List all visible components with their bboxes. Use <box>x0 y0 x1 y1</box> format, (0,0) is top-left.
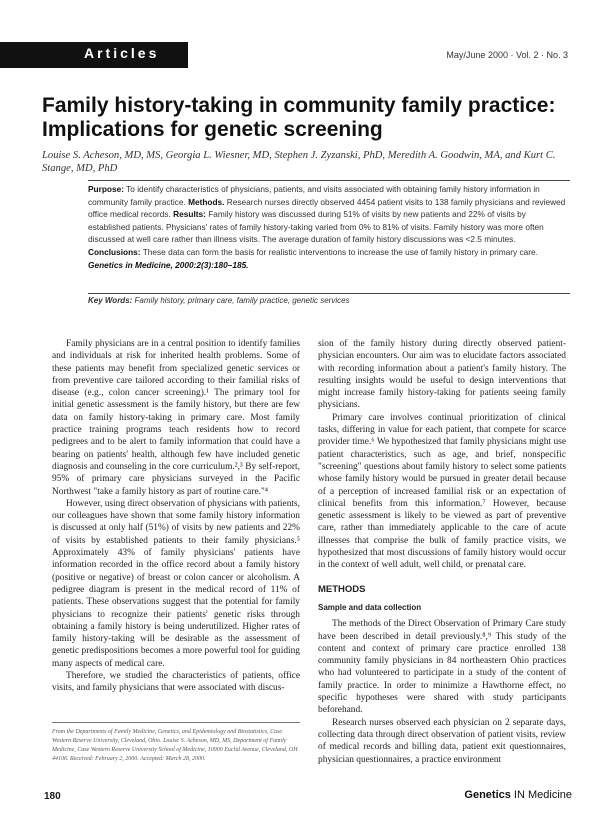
keywords-text: Family history, primary care, family practice, genetic services <box>134 296 350 305</box>
issue-info: May/June 2000 · Vol. 2 · No. 3 <box>446 50 568 60</box>
results-text: Family history was discussed during 51% of visits by new patients and 22% of visits by established patients. Physicians' rates of family history-taking varied from 0% to 81% of visits. Family history was more often discussed at well care rather than illness visits. The average duration of family history discussions was <2.5 minutes. <box>88 209 544 245</box>
left-column <box>52 338 300 695</box>
methods-label: Methods. <box>188 196 225 207</box>
purpose-label: Purpose: <box>88 184 124 194</box>
journal-name <box>464 789 572 801</box>
conclusions-text: These data can form the basis for realistic interventions to increase the use of family history in primary care. <box>142 246 538 257</box>
section-label: Articles <box>84 45 160 61</box>
results-label: Results: <box>173 209 206 220</box>
author-list: Louise S. Acheson, MD, MS, Georgia L. Wiesner, MD, Stephen J. Zyzanski, PhD, Meredith A. Goodwin, MA, and Kurt C. Stange, MD, PhD <box>42 150 556 174</box>
right-column <box>318 338 566 766</box>
keywords-rule <box>88 293 570 294</box>
body-paragraph: However, using direct observation of physicians with patients, our colleagues have shown that some family history information is discussed at only half (51%) of visits by new patients and 22% of visits by established patients to their family physicians.⁵ Approximately 43% of family physicians' patients have information recorded in the office record about a family history (positive or negative) of breast or colon cancer or alcoholism. A pedigree diagram is present in the medical record of 11% of patients. These observations suggest that the potential for family physicians to recognize their patients' genetic risks through obtaining a family history is being underutilized. Higher rates of family history-taking will be desirable as the assessment of genetic predispositions becomes a more powerful tool for guiding many aspects of medical care. <box>52 498 300 669</box>
purpose-text: To identify characteristics of physicians, patients, and visits associated with obtaining family history information in community family practice. <box>88 184 540 207</box>
footnote-rule <box>52 722 300 723</box>
body-paragraph: sion of the family history during directly observed patient-physician encounters. Our aim was to elucidate factors associated with recording information about a patient's family history. The resulting insights would be useful to design interventions that might increase family history-taking for patients seeing family physicians. <box>318 339 566 411</box>
citation: Genetics in Medicine, 2000:2(3):180–185. <box>88 259 249 270</box>
conclusions-label: Conclusions: <box>88 246 141 257</box>
keywords-label: Key Words: <box>88 296 133 305</box>
methods-heading: METHODS <box>318 583 366 595</box>
sample-subheading: Sample and data collection <box>318 602 422 612</box>
keywords <box>88 296 570 305</box>
footnote: From the Departments of Family Medicine, Genetics, and Epidemiology and Biostatistics, Case Western Reserve University, Cleveland, Ohio. Louise S. Acheson, MD, MS, Department of Family Medicine, Case Western Reserve University School of Medicine, 10900 Euclid Avenue, Cleveland, OH 44106. Received: February 2, 2000. Accepted: March 28, 2000. <box>52 729 298 762</box>
body-paragraph: Family physicians are in a central position to identify families and individuals at risk for inherited health problems. Some of these patients may benefit from specialized genetic services or from preventive care tailored according to their familial risks of disease (e.g., colon cancer screening).¹ The primary tool for initial genetic assessment is the family history, but there are few data on family history-taking in primary care. Most family practice training programs teach residents how to record pedigrees and to be alert to family information that could have a bearing on patients' health, although few have included genetic diagnosis and counseling in the core curriculum.²,³ By self-report, 95% of primary care physicians surveyed in the Pacific Northwest "take a family history as part of routine care."⁴ <box>52 339 300 497</box>
section-banner <box>0 42 188 68</box>
abstract <box>88 183 570 271</box>
article-title: Family history-taking in community family practice: Implications for genetic screening <box>42 94 556 141</box>
body-paragraph: Therefore, we studied the characteristics of patients, office visits, and family physicians that were associated with discus- <box>52 671 300 694</box>
abstract-top-rule <box>88 180 570 181</box>
body-paragraph: Primary care involves continual prioritization of clinical tasks, differing in value for each patient, that compete for scarce provider time.⁶ We hypothesized that family physicians might use patient characteristics, such as age, and brief, nonspecific "screening" questions about family history to select some patients whose family history would be pursued in greater detail because of a perception of increased familial risk or an expectation of clinical benefits from this information.⁷ However, because genetic assessment is likely to be viewed as part of preventive care, rather than immediately applicable to the care of acute illnesses that comprise the bulk of family practice visits, we hypothesized that most discussions of family history would occur in the context of well adult, well child, or prenatal care. <box>318 412 566 571</box>
journal-name-rest: IN Medicine <box>513 789 572 801</box>
page-number: 180 <box>44 791 61 802</box>
journal-name-bold: Genetics <box>464 789 511 801</box>
methods-text: Research nurses directly observed 4454 patient visits to 138 family physicians and reviewed office medical records. <box>88 196 566 220</box>
body-paragraph: Research nurses observed each physician on 2 separate days, collecting data through direct observation of patient visits, review of medical records and billing data, patient exit questionnaires, physician questionnaires, a practice environment <box>318 717 566 765</box>
body-paragraph: The methods of the Direct Observation of Primary Care study have been described in detail previously.⁸,⁹ This study of the content and context of primary care practice enrolled 138 community family physicians in 84 northeastern Ohio practices who had volunteered to participate in a study of the content of family practice. In order to minimize a Hawthorne effect, no specific hypotheses were shared with study participants beforehand. <box>318 619 566 716</box>
